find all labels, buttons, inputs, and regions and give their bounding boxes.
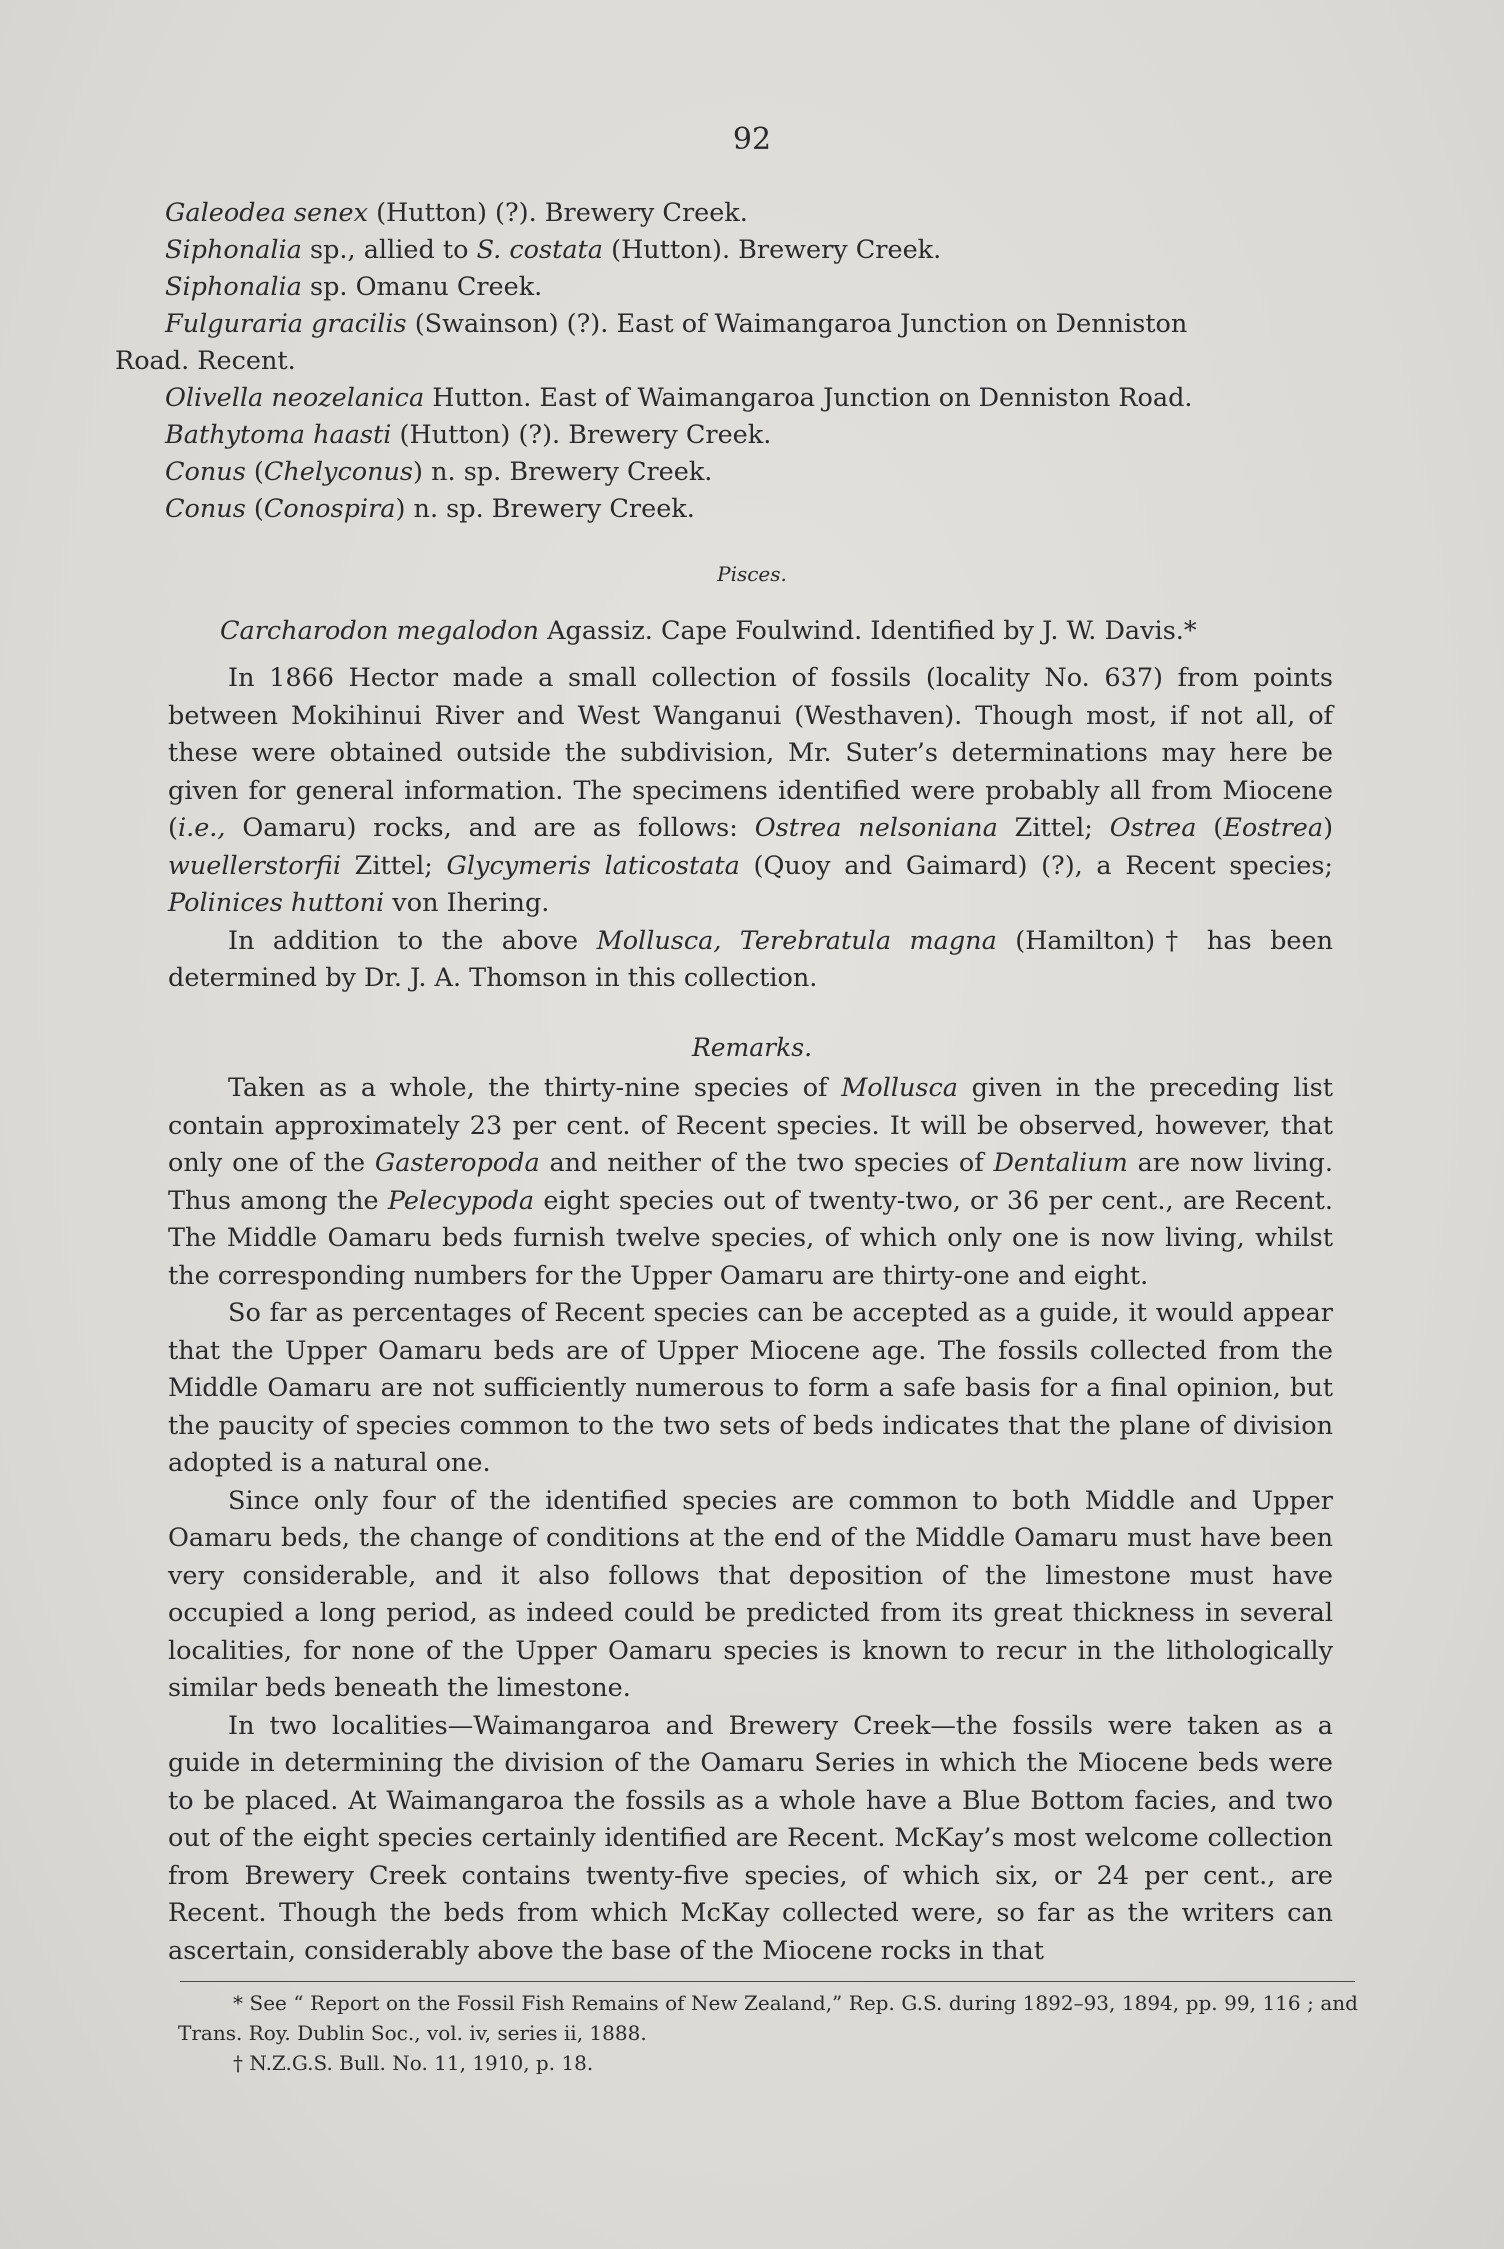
species-entry: Conus (Chelyconus) n. sp. Brewery Creek. xyxy=(165,457,713,487)
species-entry: Fulguraria gracilis (Swainson) (?). East of Waimangaroa Junction on Denniston xyxy=(165,309,1188,339)
remarks-section xyxy=(168,1070,1333,1970)
footnote-divider xyxy=(180,1981,1355,1982)
page-number: 92 xyxy=(732,122,772,157)
species-entry-continuation: Road. Recent. xyxy=(115,346,296,376)
species-entry: Bathytoma haasti (Hutton) (?). Brewery Creek. xyxy=(165,420,772,450)
remarks-paragraph: Taken as a whole, the thirty-nine species of Mollusca given in the preceding list contain approximately 23 per cent. of Recent species. It will be observed, however, that only one of the Gasteropoda and neither of the two species of Dentalium are now living. Thus among the Pelecypoda eight species out of twenty-two, or 36 per cent., are Recent. The Middle Oamaru beds furnish twelve species, of which only one is now living, whilst the corresponding numbers for the Upper Oamaru are thirty-one and eight. xyxy=(168,1073,1333,1291)
species-entry: Galeodea senex (Hutton) (?). Brewery Creek. xyxy=(165,198,748,228)
footnotes xyxy=(178,1988,1358,2078)
remarks-heading: Remarks. xyxy=(691,1033,813,1062)
pisces-heading: Pisces. xyxy=(717,562,787,586)
species-list xyxy=(115,195,1330,528)
footnote: * See “ Report on the Fossil Fish Remains of New Zealand,” Rep. G.S. during 1892–93, 1894, pp. 99, 116 ; and Trans. Roy. Dublin Soc., vol. iv, series ii, 1888. xyxy=(178,1991,1358,2045)
addition-paragraph: In addition to the above Mollusca, Terebratula magna (Hamilton)† has been determined by Dr. J. A. Thomson in this collection. xyxy=(168,925,1334,993)
pisces-entry: Carcharodon megalodon Agassiz. Cape Foulwind. Identified by J. W. Davis.* xyxy=(220,615,1197,646)
footnote: † N.Z.G.S. Bull. No. 11, 1910, p. 18. xyxy=(233,2051,594,2075)
species-entry: Olivella neozelanica Hutton. East of Waimangaroa Junction on Denniston Road. xyxy=(165,383,1193,413)
remarks-paragraph: Since only four of the identified species are common to both Middle and Upper Oamaru beds, the change of conditions at the end of the Middle Oamaru must have been very considerable, and it also follows that deposition of the limestone must have occupied a long period, as indeed could be predicted from its great thickness in several localities, for none of the Upper Oamaru species is known to recur in the lithologically similar beds beneath the limestone. xyxy=(168,1485,1333,1703)
hector-paragraph: In 1866 Hector made a small collection of fossils (locality No. 637) from points between Mokihinui River and West Wanganui (Westhaven). Though most, if not all, of these were obtained outside the subdivision, Mr. Suter’s determinations may here be given for general information. The specimens identified were probably all from Miocene (i.e., Oamaru) rocks, and are as follows: Ostrea nelsoniana Zittel; Ostrea (Eostrea) wuellerstorfii Zittel; Glycymeris laticostata (Quoy and Gaimard) (?), a Recent species; Polinices huttoni von Ihering. xyxy=(168,663,1334,918)
species-entry: Conus (Conospira) n. sp. Brewery Creek. xyxy=(165,494,695,524)
species-entry: Siphonalia sp., allied to S. costata (Hutton). Brewery Creek. xyxy=(165,235,942,265)
species-entry: Siphonalia sp. Omanu Creek. xyxy=(165,272,543,302)
remarks-paragraph: So far as percentages of Recent species can be accepted as a guide, it would appear that the Upper Oamaru beds are of Upper Miocene age. The fossils collected from the Middle Oamaru are not sufficiently numerous to form a safe basis for a final opinion, but the paucity of species common to the two sets of beds indicates that the plane of division adopted is a natural one. xyxy=(168,1298,1333,1478)
remarks-paragraph: In two localities—Waimangaroa and Brewery Creek—the fossils were taken as a guide in determining the division of the Oamaru Series in which the Miocene beds were to be placed. At Waimangaroa the fossils as a whole have a Blue Bottom facies, and two out of the eight species certainly identified are Recent. McKay’s most welcome collection from Brewery Creek contains twenty-five species, of which six, or 24 per cent., are Recent. Though the beds from which McKay collected were, so far as the writers can ascertain, considerably above the base of the Miocene rocks in that xyxy=(168,1710,1333,1966)
hector-section xyxy=(168,660,1333,998)
